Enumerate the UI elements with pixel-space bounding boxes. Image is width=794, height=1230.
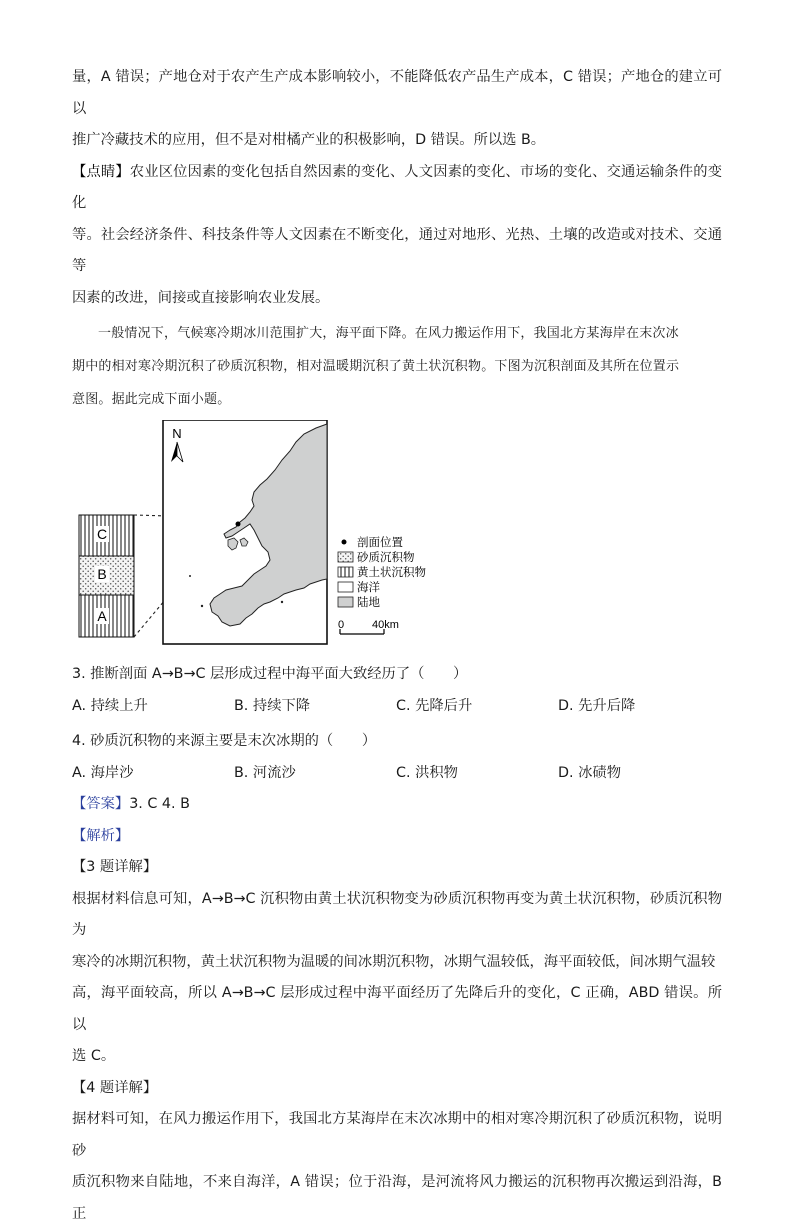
q4-detail-line-2: 质沉积物来自陆地，不来自海洋，A 错误；位于沿海，是河流将风力搬运的沉积物再次搬运到沿海，B 正 <box>72 1174 722 1222</box>
question-3-stem: 3. 推断剖面 A→B→C 层形成过程中海平面大致经历了（ ） <box>72 666 468 682</box>
legend-ocean-icon <box>338 582 353 592</box>
map-legend <box>338 535 426 634</box>
legend-land-icon <box>338 597 353 607</box>
q4-option-b: B. 河流沙 <box>234 765 296 781</box>
legend-loess-icon <box>338 567 353 577</box>
intro-line-2: 推广冷藏技术的应用，但不是对柑橘产业的积极影响，D 错误。所以选 B。 <box>72 132 546 148</box>
scale-label: 40km <box>372 619 399 631</box>
material-line-3: 意图。据此完成下面小题。 <box>72 392 231 407</box>
q4-detail-line-1: 据材料可知，在风力搬运作用下，我国北方某海岸在末次冰期中的相对寒冷期沉积了砂质沉积物，说明砂 <box>72 1111 722 1159</box>
north-label: N <box>172 426 182 441</box>
q4-detail-heading: 【4 题详解】 <box>72 1079 158 1096</box>
question-4-options <box>72 757 722 789</box>
legend-land: 陆地 <box>357 597 380 609</box>
layer-a-label: A <box>97 608 107 624</box>
legend-sand-icon <box>338 552 353 562</box>
sediment-column <box>79 515 134 637</box>
material-line-1: 一般情况下，气候寒冷期冰川范围扩大，海平面下降。在风力搬运作用下，我国北方某海岸在末次冰 <box>98 326 679 341</box>
q3-option-d: D. 先升后降 <box>558 698 636 714</box>
island-4 <box>201 605 203 607</box>
sediment-figure-svg <box>72 420 722 658</box>
legend-profile: 剖面位置 <box>357 537 403 549</box>
q3-detail-line-1: 根据材料信息可知，A→B→C 沉积物由黄土状沉积物变为砂质沉积物再变为黄土状沉积物，砂质沉积物为 <box>72 890 722 938</box>
q3-detail-line-4: 选 C。 <box>72 1048 116 1064</box>
sediment-figure <box>72 420 722 658</box>
answer-label: 【答案】 <box>72 796 130 812</box>
q3-detail-heading: 【3 题详解】 <box>72 859 158 875</box>
tip-line-3: 因素的改进，间接或直接影响农业发展。 <box>72 289 330 306</box>
island-5 <box>189 575 191 577</box>
scale-zero: 0 <box>338 619 345 631</box>
tip-line-1 <box>72 157 722 220</box>
answer-line <box>72 789 722 821</box>
location-map <box>163 420 327 644</box>
q3-detail-line-3: 高，海平面较高，所以 A→B→C 层形成过程中海平面经历了先降后升的变化，C 正确，ABD 错误。所以 <box>72 985 722 1033</box>
q4-option-a: A. 海岸沙 <box>72 765 134 781</box>
layer-c-label: C <box>96 526 108 542</box>
answer-value: 3. C 4. B <box>129 796 190 812</box>
document-page <box>72 62 722 1230</box>
material-line-2: 期中的相对寒冷期沉积了砂质沉积物，相对温暖期沉积了黄土状沉积物。下图为沉积剖面及其所在位置示 <box>72 359 680 374</box>
tip-text-1: 农业区位因素的变化包括自然因素的变化、人文因素的变化、市场的变化、交通运输条件的变化 <box>72 163 723 211</box>
q4-option-c: C. 洪积物 <box>396 765 458 781</box>
profile-location-dot <box>236 522 241 527</box>
q3-detail-line-2: 寒冷的冰期沉积物，黄土状沉积物为温暖的间冰期沉积物，冰期气温较低，海平面较低，间冰期气温较 <box>72 953 716 970</box>
legend-loess: 黄土状沉积物 <box>357 567 426 579</box>
layer-b-label: B <box>97 566 107 582</box>
analysis-label: 【解析】 <box>72 827 130 844</box>
legend-profile-icon <box>342 540 347 545</box>
legend-sand: 砂质沉积物 <box>357 552 415 564</box>
q3-option-c: C. 先降后升 <box>396 698 473 714</box>
q3-option-a: A. 持续上升 <box>72 698 148 714</box>
question-4-stem: 4. 砂质沉积物的来源主要是末次冰期的（ ） <box>72 733 377 749</box>
q4-option-d: D. 冰碛物 <box>558 765 621 781</box>
q3-option-b: B. 持续下降 <box>234 698 311 714</box>
question-3-options <box>72 690 722 722</box>
tip-label: 【点睛】 <box>72 163 130 180</box>
island-3 <box>281 601 283 603</box>
intro-line-1: 量，A 错误；产地仓对于农产生产成本影响较小，不能降低农产品生产成本，C 错误；产地仓的建立可以 <box>72 69 722 117</box>
analysis-line <box>72 821 722 853</box>
tip-line-2: 等。社会经济条件、科技条件等人文因素在不断变化，通过对地形、光热、土壤的改造或对技术、交通等 <box>72 226 722 274</box>
legend-ocean: 海洋 <box>357 582 380 594</box>
